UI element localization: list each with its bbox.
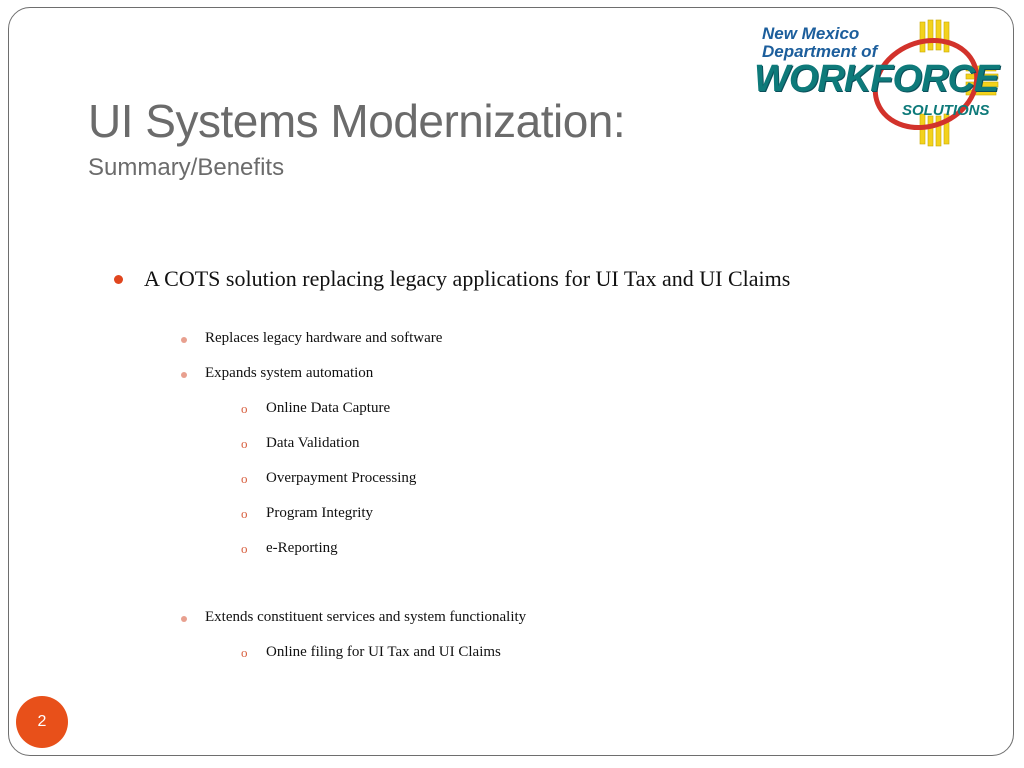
slide-title: UI Systems Modernization:: [88, 95, 626, 147]
list-item: Data Validation: [266, 435, 360, 451]
circle-bullet-icon: o: [241, 506, 248, 521]
main-bullet-text: A COTS solution replacing legacy applications for UI Tax and UI Claims: [144, 266, 791, 291]
bullet-dot: [181, 616, 187, 622]
bullet-dot: [181, 337, 187, 343]
logo-line-1: New Mexico: [762, 24, 860, 43]
sub-bullet-text: Expands system automation: [205, 365, 374, 381]
logo-line-2: Department of: [762, 42, 878, 61]
list-item: e-Reporting: [266, 540, 338, 556]
bullet-dot: [181, 372, 187, 378]
circle-bullet-icon: o: [241, 541, 248, 556]
sub-bullet-text: Replaces legacy hardware and software: [205, 330, 443, 346]
circle-bullet-icon: o: [241, 401, 248, 416]
list-item: Online Data Capture: [266, 400, 391, 416]
circle-bullet-icon: o: [241, 645, 248, 660]
circle-bullet-icon: o: [241, 471, 248, 486]
list-item: Overpayment Processing: [266, 470, 417, 486]
list-item: Online filing for UI Tax and UI Claims: [266, 644, 501, 660]
list-item: Program Integrity: [266, 505, 374, 521]
slide-subtitle: Summary/Benefits: [88, 154, 285, 181]
logo-line-3: WORKFORCE: [754, 58, 999, 100]
page-number-badge: 2: [16, 696, 68, 748]
logo-line-4: SOLUTIONS: [902, 102, 990, 119]
circle-bullet-icon: o: [241, 436, 248, 451]
bullet-dot: [114, 275, 123, 284]
sub-bullet-text: Extends constituent services and system functionality: [205, 609, 527, 625]
